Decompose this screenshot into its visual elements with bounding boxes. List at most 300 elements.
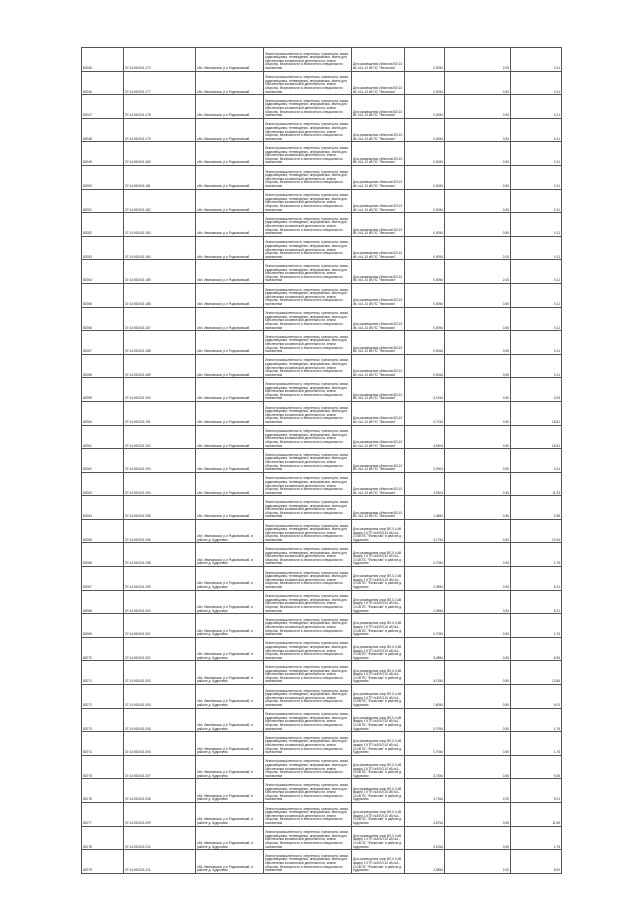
value-cell: 8,00 [511, 850, 562, 874]
value-cell: 2,98 [511, 496, 562, 520]
table-row [82, 590, 562, 614]
area-cell: 3,7354 [405, 779, 445, 803]
area-cell: 0,0054 [405, 236, 445, 260]
permitted-use-cell: Для размещения опор ВЛ-0,4 кВ фидер 1 КТП №8 ВЛ-10 кВ №1-10 кВ ПС "Филисово" в районе д. Кудрячево [352, 803, 405, 827]
rate-cell: 0,50 [445, 661, 511, 685]
land-category-cell: Земли промышленности, энергетики, транспорта, связи, радиовещания, телевидения, информатики, земли для обеспечения космической деятельности, земли обороны, безопасности и земли иного специального назначения [264, 472, 352, 496]
permitted-use-cell: Для размещения объектов ВЛ-10 кВ, №1-10 кВ ПС "Филисово" [352, 449, 405, 473]
address-cell: обл. Ивановская, р-н Родниковский, в районе д. Кудрячево [196, 755, 264, 779]
value-cell: 15,81 [511, 425, 562, 449]
area-cell: 0,1944 [405, 378, 445, 402]
row-number-cell: 82055 [82, 283, 124, 307]
table-row [82, 472, 562, 496]
rate-cell: 0,50 [445, 213, 511, 237]
address-cell: обл. Ивановская, р-н Родниковский, в районе д. Кудрячево [196, 519, 264, 543]
address-cell: обл. Ивановская, р-н Родниковский [196, 401, 264, 425]
permitted-use-cell: Для размещения объектов ВЛ-10 кВ, №1-10 кВ ПС "Филисово" [352, 378, 405, 402]
table-row [82, 803, 562, 827]
rate-cell: 0,50 [445, 378, 511, 402]
table-row [82, 401, 562, 425]
address-cell: обл. Ивановская, р-н Родниковский, в районе д. Кудрячево [196, 826, 264, 850]
land-category-cell: Земли промышленности, энергетики, транспорта, связи, радиовещания, телевидения, информатики, земли для обеспечения космической деятельности, земли обороны, безопасности и земли иного специального назначения [264, 732, 352, 756]
permitted-use-cell: Для размещения объектов ВЛ-10 кВ, №1-10 кВ ПС "Филисово" [352, 142, 405, 166]
row-number-cell: 82068 [82, 590, 124, 614]
permitted-use-cell: Для размещения объектов ВЛ-10 кВ, №1-10 кВ ПС "Филисово" [352, 283, 405, 307]
row-number-cell: 82066 [82, 543, 124, 567]
rate-cell: 0,50 [445, 685, 511, 709]
row-number-cell: 82077 [82, 803, 124, 827]
table-row [82, 732, 562, 756]
value-cell: 0,11 [511, 213, 562, 237]
land-category-cell: Земли промышленности, энергетики, транспорта, связи, радиовещания, телевидения, информатики, земли для обеспечения космической деятельности, земли обороны, безопасности и земли иного специального назначения [264, 283, 352, 307]
cadastral-number-cell: 37:14:051001:206 [124, 732, 196, 756]
cadastral-number-cell: 37:14:051001:195 [124, 496, 196, 520]
area-cell: 0,0054 [405, 354, 445, 378]
table-row [82, 236, 562, 260]
table-row [82, 614, 562, 638]
value-cell: 9,01 [511, 779, 562, 803]
land-category-cell: Земли промышленности, энергетики, транспорта, связи, радиовещания, телевидения, информатики, земли для обеспечения космической деятельности, земли обороны, безопасности и земли иного специального назначения [264, 661, 352, 685]
value-cell: 9,01 [511, 685, 562, 709]
value-cell: 0,11 [511, 189, 562, 213]
value-cell: 0,11 [511, 165, 562, 189]
table-row [82, 331, 562, 355]
land-category-cell: Земли промышленности, энергетики, транспорта, связи, радиовещания, телевидения, информатики, земли для обеспечения космической деятельности, земли обороны, безопасности и земли иного специального назначения [264, 378, 352, 402]
rate-cell: 0,50 [445, 732, 511, 756]
area-cell: 0,0054 [405, 307, 445, 331]
value-cell: 0,11 [511, 142, 562, 166]
address-cell: обл. Ивановская, р-н Родниковский, в районе д. Кудрячево [196, 661, 264, 685]
cadastral-number-cell: 37:14:051001:177 [124, 71, 196, 95]
permitted-use-cell: Для размещения опор ВЛ-0,4 кВ фидер 1 КТП №8 ВЛ-10 кВ №1-10 кВ ПС "Филисово" в районе д. Кудрячево [352, 779, 405, 803]
rate-cell: 0,50 [445, 708, 511, 732]
cadastral-number-cell: 37:14:051001:196 [124, 519, 196, 543]
land-category-cell: Земли промышленности, энергетики, транспорта, связи, радиовещания, телевидения, информатики, земли для обеспечения космической деятельности, земли обороны, безопасности и земли иного специального назначения [264, 637, 352, 661]
land-category-cell: Земли промышленности, энергетики, транспорта, связи, радиовещания, телевидения, информатики, земли для обеспечения космической деятельности, земли обороны, безопасности и земли иного специального назначения [264, 425, 352, 449]
row-number-cell: 82054 [82, 260, 124, 284]
row-number-cell: 82062 [82, 449, 124, 473]
permitted-use-cell: Для размещения опор ВЛ-0,4 кВ фидер 1 КТП №8 ВЛ-10 кВ №1-10 кВ ПС "Филисово" в районе д. Кудрячево [352, 826, 405, 850]
land-category-cell: Земли промышленности, энергетики, транспорта, связи, радиовещания, телевидения, информатики, земли для обеспечения космической деятельности, земли обороны, безопасности и земли иного специального назначения [264, 590, 352, 614]
row-number-cell: 82053 [82, 236, 124, 260]
row-number-cell: 82063 [82, 472, 124, 496]
row-number-cell: 82075 [82, 755, 124, 779]
value-cell: 11,33 [511, 472, 562, 496]
permitted-use-cell: Для размещения объектов ВЛ-10 кВ, №1-10 кВ ПС "Филисово" [352, 472, 405, 496]
area-cell: 0,0054 [405, 260, 445, 284]
table-row [82, 661, 562, 685]
land-category-cell: Земли промышленности, энергетики, транспорта, связи, радиовещания, телевидения, информатики, земли для обеспечения космической деятельности, земли обороны, безопасности и земли иного специального назначения [264, 71, 352, 95]
row-number-cell: 82065 [82, 519, 124, 543]
land-category-cell: Земли промышленности, энергетики, транспорта, связи, радиовещания, телевидения, информатики, земли для обеспечения космической деятельности, земли обороны, безопасности и земли иного специального назначения [264, 213, 352, 237]
cadastral-number-cell: 37:14:051001:199 [124, 567, 196, 591]
cadastral-number-cell: 37:14:051001:189 [124, 354, 196, 378]
value-cell: 11,69 [511, 803, 562, 827]
cadastral-number-cell: 37:14:051001:187 [124, 307, 196, 331]
row-number-cell: 82072 [82, 685, 124, 709]
land-category-cell: Земли промышленности, энергетики, транспорта, связи, радиовещания, телевидения, информатики, земли для обеспечения космической деятельности, земли обороны, безопасности и земли иного специального назначения [264, 401, 352, 425]
table-row [82, 118, 562, 142]
table-row [82, 779, 562, 803]
value-cell: 0,11 [511, 236, 562, 260]
area-cell: 3,4854 [405, 637, 445, 661]
area-cell: 2,0854 [405, 567, 445, 591]
table-row [82, 449, 562, 473]
rate-cell: 0,50 [445, 142, 511, 166]
address-cell: обл. Ивановская, р-н Родниковский [196, 165, 264, 189]
row-number-cell: 82050 [82, 165, 124, 189]
rate-cell: 0,50 [445, 118, 511, 142]
row-number-cell: 82048 [82, 118, 124, 142]
address-cell: обл. Ивановская, р-н Родниковский, в районе д. Кудрячево [196, 590, 264, 614]
row-number-cell: 82067 [82, 567, 124, 591]
cadastral-number-cell: 37:14:051001:200 [124, 590, 196, 614]
rate-cell: 0,50 [445, 331, 511, 355]
address-cell: обл. Ивановская, р-н Родниковский [196, 496, 264, 520]
land-category-cell: Земли промышленности, энергетики, транспорта, связи, радиовещания, телевидения, информатики, земли для обеспечения космической деятельности, земли обороны, безопасности и земли иного специального назначения [264, 708, 352, 732]
land-category-cell: Земли промышленности, энергетики, транспорта, связи, радиовещания, телевидения, информатики, земли для обеспечения космической деятельности, земли обороны, безопасности и земли иного специального назначения [264, 95, 352, 119]
area-cell: 0,0054 [405, 331, 445, 355]
rate-cell: 2,00 [445, 779, 511, 803]
row-number-cell: 82064 [82, 496, 124, 520]
permitted-use-cell: Для размещения опор ВЛ-0,4 кВ фидер 1 КТП №8 ВЛ-10 кВ №1-10 кВ ПС "Филисово" в районе д. Кудрячево [352, 567, 405, 591]
permitted-use-cell: Для размещения объектов ВЛ-10 кВ, №1-10 кВ ПС "Филисово" [352, 496, 405, 520]
rate-cell: 0,50 [445, 803, 511, 827]
table-row [82, 95, 562, 119]
value-cell: 1,76 [511, 708, 562, 732]
row-number-cell: 82060 [82, 401, 124, 425]
cadastral-number-cell: 37:14:051001:194 [124, 472, 196, 496]
area-cell: 2,0854 [405, 850, 445, 874]
area-cell: 0,0054 [405, 142, 445, 166]
rate-cell: 2,00 [445, 236, 511, 260]
land-category-cell: Земли промышленности, энергетики, транспорта, связи, радиовещания, телевидения, информатики, земли для обеспечения космической деятельности, земли обороны, безопасности и земли иного специального назначения [264, 543, 352, 567]
address-cell: обл. Ивановская, р-н Родниковский [196, 472, 264, 496]
permitted-use-cell: Для размещения опор ВЛ-0,4 кВ фидер 1 КТП №8 ВЛ-10 кВ №1-10 кВ ПС "Филисово" в районе д. Кудрячево [352, 519, 405, 543]
cadastral-number-cell: 37:14:051001:180 [124, 142, 196, 166]
value-cell: 12,84 [511, 661, 562, 685]
rate-cell: 0,50 [445, 755, 511, 779]
permitted-use-cell: Для размещения объектов ВЛ-10 кВ, №1-10 кВ ПС "Филисово" [352, 331, 405, 355]
value-cell: 0,11 [511, 283, 562, 307]
area-cell: 0,0054 [405, 95, 445, 119]
land-plots-table [81, 47, 562, 874]
land-category-cell: Земли промышленности, энергетики, транспорта, связи, радиовещания, телевидения, информатики, земли для обеспечения космической деятельности, земли обороны, безопасности и земли иного специального назначения [264, 165, 352, 189]
land-category-cell: Земли промышленности, энергетики, транспорта, связи, радиовещания, телевидения, информатики, земли для обеспечения космической деятельности, земли обороны, безопасности и земли иного специального назначения [264, 496, 352, 520]
row-number-cell: 82071 [82, 661, 124, 685]
address-cell: обл. Ивановская, р-н Родниковский [196, 425, 264, 449]
value-cell: 8,96 [511, 637, 562, 661]
table-row [82, 496, 562, 520]
area-cell: 0,7054 [405, 708, 445, 732]
cadastral-number-cell: 37:14:051001:191 [124, 401, 196, 425]
value-cell: 0,11 [511, 307, 562, 331]
value-cell: 9,36 [511, 755, 562, 779]
table-row [82, 850, 562, 874]
row-number-cell: 82076 [82, 779, 124, 803]
area-cell: 4,5304 [405, 472, 445, 496]
cadastral-number-cell: 37:14:051001:186 [124, 283, 196, 307]
table-row [82, 165, 562, 189]
table-row [82, 283, 562, 307]
table-row [82, 425, 562, 449]
permitted-use-cell: Для размещения объектов ВЛ-10 кВ, №1-10 кВ ПС "Филисово" [352, 95, 405, 119]
rate-cell: 0,50 [445, 519, 511, 543]
permitted-use-cell: Для размещения объектов ВЛ-10 кВ, №1-10 кВ ПС "Филисово" [352, 213, 405, 237]
value-cell: 1,76 [511, 826, 562, 850]
rate-cell: 0,50 [445, 401, 511, 425]
row-number-cell: 82078 [82, 826, 124, 850]
land-category-cell: Земли промышленности, энергетики, транспорта, связи, радиовещания, телевидения, информатики, земли для обеспечения космической деятельности, земли обороны, безопасности и земли иного специального назначения [264, 142, 352, 166]
area-cell: 2,0854 [405, 590, 445, 614]
table-row [82, 354, 562, 378]
rate-cell: 0,50 [445, 95, 511, 119]
table-row [82, 567, 562, 591]
area-cell: 0,7054 [405, 543, 445, 567]
cadastral-number-cell: 37:14:051001:178 [124, 95, 196, 119]
area-cell: 1,4854 [405, 496, 445, 520]
area-cell: 0,1054 [405, 826, 445, 850]
permitted-use-cell: Для размещения опор ВЛ-0,4 кВ фидер 1 КТП №8 ВЛ-10 кВ №1-10 кВ ПС "Филисово" в районе д. Кудрячево [352, 850, 405, 874]
rate-cell: 0,50 [445, 449, 511, 473]
value-cell: 0,11 [511, 354, 562, 378]
rate-cell: 0,50 [445, 71, 511, 95]
address-cell: обл. Ивановская, р-н Родниковский, в районе д. Кудрячево [196, 850, 264, 874]
land-category-cell: Земли промышленности, энергетики, транспорта, связи, радиовещания, телевидения, информатики, земли для обеспечения космической деятельности, земли обороны, безопасности и земли иного специального назначения [264, 260, 352, 284]
permitted-use-cell: Для размещения опор ВЛ-0,4 кВ фидер 1 КТП №8 ВЛ-10 кВ №1-10 кВ ПС "Филисово" в районе д. Кудрячево [352, 755, 405, 779]
area-cell: 4,5304 [405, 425, 445, 449]
cadastral-number-cell: 37:14:051001:183 [124, 213, 196, 237]
row-number-cell: 82070 [82, 637, 124, 661]
address-cell: обл. Ивановская, р-н Родниковский, в районе д. Кудрячево [196, 779, 264, 803]
table-row [82, 71, 562, 95]
row-number-cell: 82069 [82, 614, 124, 638]
table-row [82, 755, 562, 779]
cadastral-number-cell: 37:14:051001:209 [124, 803, 196, 827]
permitted-use-cell: Для размещения опор ВЛ-0,4 кВ фидер 1 КТП №8 ВЛ-10 кВ №1-10 кВ ПС "Филисово" в районе д. Кудрячево [352, 732, 405, 756]
table-row [82, 260, 562, 284]
value-cell: 1,76 [511, 614, 562, 638]
address-cell: обл. Ивановская, р-н Родниковский [196, 307, 264, 331]
address-cell: обл. Ивановская, р-н Родниковский, в районе д. Кудрячево [196, 803, 264, 827]
address-cell: обл. Ивановская, р-н Родниковский [196, 213, 264, 237]
cadastral-number-cell: 37:14:051001:184 [124, 236, 196, 260]
rate-cell: 0,50 [445, 826, 511, 850]
cadastral-number-cell: 37:14:051001:173 [124, 48, 196, 72]
value-cell: 18,81 [511, 401, 562, 425]
permitted-use-cell: Для размещения объектов ВЛ-10 кВ, №1-10 кВ ПС "Филисово" [352, 307, 405, 331]
address-cell: обл. Ивановская, р-н Родниковский [196, 449, 264, 473]
rate-cell: 0,50 [445, 425, 511, 449]
row-number-cell: 82046 [82, 71, 124, 95]
land-category-cell: Земли промышленности, энергетики, транспорта, связи, радиовещания, телевидения, информатики, земли для обеспечения космической деятельности, земли обороны, безопасности и земли иного специального назначения [264, 850, 352, 874]
rate-cell: 0,50 [445, 283, 511, 307]
cadastral-number-cell: 37:14:051001:192 [124, 425, 196, 449]
permitted-use-cell: Для размещения объектов ВЛ-10 кВ, №1-10 кВ ПС "Филисово" [352, 236, 405, 260]
rate-cell: 2,00 [445, 850, 511, 874]
area-cell: 0,0054 [405, 165, 445, 189]
table-row [82, 826, 562, 850]
row-number-cell: 82073 [82, 708, 124, 732]
cadastral-number-cell: 37:14:051001:211 [124, 850, 196, 874]
value-cell: 10,94 [511, 519, 562, 543]
address-cell: обл. Ивановская, р-н Родниковский [196, 331, 264, 355]
address-cell: обл. Ивановская, р-н Родниковский, в районе д. Кудрячево [196, 614, 264, 638]
cadastral-number-cell: 37:14:051001:208 [124, 779, 196, 803]
table-row [82, 708, 562, 732]
address-cell: обл. Ивановская, р-н Родниковский, в районе д. Кудрячево [196, 543, 264, 567]
land-category-cell: Земли промышленности, энергетики, транспорта, связи, радиовещания, телевидения, информатики, земли для обеспечения космической деятельности, земли обороны, безопасности и земли иного специального назначения [264, 755, 352, 779]
land-category-cell: Земли промышленности, энергетики, транспорта, связи, радиовещания, телевидения, информатики, земли для обеспечения космической деятельности, земли обороны, безопасности и земли иного специального назначения [264, 685, 352, 709]
address-cell: обл. Ивановская, р-н Родниковский [196, 142, 264, 166]
row-number-cell: 82057 [82, 331, 124, 355]
cadastral-number-cell: 37:14:051001:202 [124, 637, 196, 661]
address-cell: обл. Ивановская, р-н Родниковский [196, 118, 264, 142]
land-category-cell: Земли промышленности, энергетики, транспорта, связи, радиовещания, телевидения, информатики, земли для обеспечения космической деятельности, земли обороны, безопасности и земли иного специального назначения [264, 449, 352, 473]
cadastral-number-cell: 37:14:051001:185 [124, 260, 196, 284]
value-cell: 1,76 [511, 543, 562, 567]
address-cell: обл. Ивановская, р-н Родниковский [196, 71, 264, 95]
permitted-use-cell: Для размещения опор ВЛ-0,4 кВ фидер 1 КТП №8 ВЛ-10 кВ №1-10 кВ ПС "Филисово" в районе д. Кудрячево [352, 708, 405, 732]
land-category-cell: Земли промышленности, энергетики, транспорта, связи, радиовещания, телевидения, информатики, земли для обеспечения космической деятельности, земли обороны, безопасности и земли иного специального назначения [264, 354, 352, 378]
row-number-cell: 82079 [82, 850, 124, 874]
land-category-cell: Земли промышленности, энергетики, транспорта, связи, радиовещания, телевидения, информатики, земли для обеспечения космической деятельности, земли обороны, безопасности и земли иного специального назначения [264, 331, 352, 355]
permitted-use-cell: Для размещения опор ВЛ-0,4 кВ фидер 1 КТП №8 ВЛ-10 кВ №1-10 кВ ПС "Филисово" в районе д. Кудрячево [352, 661, 405, 685]
table-row [82, 48, 562, 72]
land-category-cell: Земли промышленности, энергетики, транспорта, связи, радиовещания, телевидения, информатики, земли для обеспечения космической деятельности, земли обороны, безопасности и земли иного специального назначения [264, 567, 352, 591]
address-cell: обл. Ивановская, р-н Родниковский, в районе д. Кудрячево [196, 685, 264, 709]
area-cell: 0,0054 [405, 283, 445, 307]
address-cell: обл. Ивановская, р-н Родниковский [196, 260, 264, 284]
cadastral-number-cell: 37:14:051001:204 [124, 685, 196, 709]
cadastral-number-cell: 37:14:051001:179 [124, 118, 196, 142]
land-category-cell: Земли промышленности, энергетики, транспорта, связи, радиовещания, телевидения, информатики, земли для обеспечения космической деятельности, земли обороны, безопасности и земли иного специального назначения [264, 826, 352, 850]
cadastral-number-cell: 37:14:051001:201 [124, 614, 196, 638]
rate-cell: 0,50 [445, 472, 511, 496]
row-number-cell: 82052 [82, 213, 124, 237]
land-category-cell: Земли промышленности, энергетики, транспорта, связи, радиовещания, телевидения, информатики, земли для обеспечения космической деятельности, земли обороны, безопасности и земли иного специального назначения [264, 189, 352, 213]
cadastral-number-cell: 37:14:051001:193 [124, 449, 196, 473]
area-cell: 0,7054 [405, 732, 445, 756]
row-number-cell: 82056 [82, 307, 124, 331]
land-category-cell: Земли промышленности, энергетики, транспорта, связи, радиовещания, телевидения, информатики, земли для обеспечения космической деятельности, земли обороны, безопасности и земли иного специального назначения [264, 307, 352, 331]
row-number-cell: 82047 [82, 95, 124, 119]
area-cell: 0,2904 [405, 449, 445, 473]
row-number-cell: 82059 [82, 378, 124, 402]
address-cell: обл. Ивановская, р-н Родниковский, в районе д. Кудрячево [196, 708, 264, 732]
area-cell: 7,6054 [405, 685, 445, 709]
permitted-use-cell: Для размещения объектов ВЛ-10 кВ, №1-10 кВ ПС "Филисово" [352, 354, 405, 378]
row-number-cell: 82058 [82, 354, 124, 378]
permitted-use-cell: Для размещения объектов ВЛ-10 кВ, №1-10 кВ ПС "Филисово" [352, 71, 405, 95]
value-cell: 0,11 [511, 71, 562, 95]
rate-cell: 0,50 [445, 189, 511, 213]
area-cell: 0,0054 [405, 189, 445, 213]
permitted-use-cell: Для размещения объектов ВЛ-10 кВ, №1-10 кВ ПС "Филисово" [352, 48, 405, 72]
table-row [82, 142, 562, 166]
permitted-use-cell: Для размещения объектов ВЛ-10 кВ, №1-10 кВ ПС "Филисово" [352, 165, 405, 189]
table-body [82, 48, 562, 874]
cadastral-number-cell: 37:14:051001:205 [124, 708, 196, 732]
address-cell: обл. Ивановская, р-н Родниковский, в районе д. Кудрячево [196, 637, 264, 661]
rate-cell: 0,50 [445, 543, 511, 567]
land-category-cell: Земли промышленности, энергетики, транспорта, связи, радиовещания, телевидения, информатики, земли для обеспечения космической деятельности, земли обороны, безопасности и земли иного специального назначения [264, 519, 352, 543]
address-cell: обл. Ивановская, р-н Родниковский [196, 283, 264, 307]
land-category-cell: Земли промышленности, энергетики, транспорта, связи, радиовещания, телевидения, информатики, земли для обеспечения космической деятельности, земли обороны, безопасности и земли иного специального назначения [264, 236, 352, 260]
area-cell: 0,7154 [405, 401, 445, 425]
cadastral-number-cell: 37:14:051001:203 [124, 661, 196, 685]
row-number-cell: 82049 [82, 142, 124, 166]
cadastral-number-cell: 37:14:051001:210 [124, 826, 196, 850]
table-row [82, 378, 562, 402]
permitted-use-cell: Для размещения опор ВЛ-0,4 кВ фидер 1 КТП №8 ВЛ-10 кВ №1-10 кВ ПС "Филисово" в районе д. Кудрячево [352, 637, 405, 661]
permitted-use-cell: Для размещения опор ВЛ-0,4 кВ фидер 1 КТП №8 ВЛ-10 кВ №1-10 кВ ПС "Филисово" в районе д. Кудрячево [352, 543, 405, 567]
permitted-use-cell: Для размещения объектов ВЛ-10 кВ, №1-10 кВ ПС "Филисово" [352, 425, 405, 449]
permitted-use-cell: Для размещения объектов ВЛ-10 кВ, №1-10 кВ ПС "Филисово" [352, 189, 405, 213]
value-cell: 5,21 [511, 590, 562, 614]
table-row [82, 307, 562, 331]
address-cell: обл. Ивановская, р-н Родниковский [196, 189, 264, 213]
area-cell: 0,0054 [405, 48, 445, 72]
area-cell: 5,1354 [405, 661, 445, 685]
permitted-use-cell: Для размещения опор ВЛ-0,4 кВ фидер 1 КТП №8 ВЛ-10 кВ №1-10 кВ ПС "Филисово" в районе д. Кудрячево [352, 614, 405, 638]
cadastral-number-cell: 37:14:051001:181 [124, 165, 196, 189]
permitted-use-cell: Для размещения опор ВЛ-0,4 кВ фидер 1 КТП №8 ВЛ-10 кВ №1-10 кВ ПС "Филисово" в районе д. Кудрячево [352, 685, 405, 709]
cadastral-number-cell: 37:14:051001:190 [124, 378, 196, 402]
row-number-cell: 82045 [82, 48, 124, 72]
value-cell: 5,21 [511, 567, 562, 591]
address-cell: обл. Ивановская, р-н Родниковский [196, 48, 264, 72]
address-cell: обл. Ивановская, р-н Родниковский [196, 354, 264, 378]
permitted-use-cell: Для размещения объектов ВЛ-10 кВ, №1-10 кВ ПС "Филисово" [352, 401, 405, 425]
value-cell: 1,76 [511, 732, 562, 756]
value-cell: 0,11 [511, 48, 562, 72]
area-cell: 0,0054 [405, 213, 445, 237]
cadastral-number-cell: 37:14:051001:198 [124, 543, 196, 567]
area-cell: 0,0054 [405, 71, 445, 95]
table-row [82, 685, 562, 709]
permitted-use-cell: Для размещения опор ВЛ-0,4 кВ фидер 1 КТП №8 ВЛ-10 кВ №1-10 кВ ПС "Филисово" в районе д. Кудрячево [352, 590, 405, 614]
rate-cell: 2,00 [445, 260, 511, 284]
permitted-use-cell: Для размещения объектов ВЛ-10 кВ, №1-10 кВ ПС "Филисово" [352, 118, 405, 142]
value-cell: 0,11 [511, 260, 562, 284]
table-row [82, 543, 562, 567]
area-cell: 4,1754 [405, 519, 445, 543]
area-cell: 4,6754 [405, 803, 445, 827]
area-cell: 3,7454 [405, 755, 445, 779]
rate-cell: 0,50 [445, 637, 511, 661]
value-cell: 3,93 [511, 378, 562, 402]
area-cell: 0,0054 [405, 118, 445, 142]
address-cell: обл. Ивановская, р-н Родниковский [196, 95, 264, 119]
rate-cell: 0,50 [445, 165, 511, 189]
value-cell: 0,11 [511, 118, 562, 142]
address-cell: обл. Ивановская, р-н Родниковский, в районе д. Кудрячево [196, 567, 264, 591]
address-cell: обл. Ивановская, р-н Родниковский [196, 236, 264, 260]
land-category-cell: Земли промышленности, энергетики, транспорта, связи, радиовещания, телевидения, информатики, земли для обеспечения космической деятельности, земли обороны, безопасности и земли иного специального назначения [264, 48, 352, 72]
rate-cell: 0,50 [445, 354, 511, 378]
address-cell: обл. Ивановская, р-н Родниковский, в районе д. Кудрячево [196, 732, 264, 756]
land-category-cell: Земли промышленности, энергетики, транспорта, связи, радиовещания, телевидения, информатики, земли для обеспечения космической деятельности, земли обороны, безопасности и земли иного специального назначения [264, 779, 352, 803]
cadastral-number-cell: 37:14:051001:207 [124, 755, 196, 779]
area-cell: 0,7054 [405, 614, 445, 638]
value-cell: 0,11 [511, 449, 562, 473]
row-number-cell: 82061 [82, 425, 124, 449]
table-row [82, 637, 562, 661]
rate-cell: 2,00 [445, 48, 511, 72]
rate-cell: 0,50 [445, 590, 511, 614]
value-cell: 0,11 [511, 331, 562, 355]
